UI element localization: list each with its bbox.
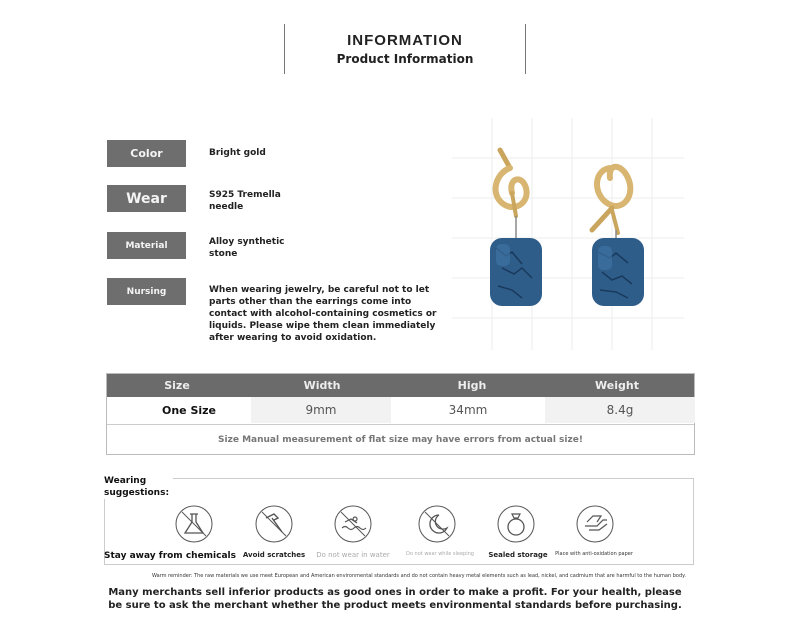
size-header-size: Size — [164, 379, 190, 392]
size-header-width: Width — [303, 379, 341, 392]
header-subtitle: Product Information — [336, 52, 474, 66]
width-value: 9mm — [251, 397, 391, 423]
warm-reminder: Warm reminder: The raw materials we use meet European and American environmental standards and do not contain heavy metal elements such as lead, nickel, and cadmium that are harmful to the human body. — [152, 573, 686, 579]
sleeping-label: Do not wear while sleeping — [406, 551, 474, 557]
nursing-value-line: When wearing jewelry, be careful not to let — [209, 285, 430, 295]
earrings-photo — [452, 118, 684, 350]
color-value — [209, 147, 266, 159]
color-value-line: Bright gold — [209, 148, 266, 158]
size-table-header — [107, 374, 694, 397]
header-title: INFORMATION — [347, 32, 463, 49]
material-value-line: Alloy synthetic — [209, 237, 285, 247]
high-value: 34mm — [391, 397, 545, 423]
size-value: One Size — [119, 397, 259, 423]
color-label: Color — [107, 140, 186, 167]
nursing-value-line: contact with alcohol-containing cosmetics or — [209, 309, 437, 319]
weight-value: 8.4g — [545, 397, 695, 423]
information-header — [284, 24, 526, 74]
moon-sleep-icon — [417, 504, 457, 544]
chemical-flask-icon — [174, 504, 214, 544]
material-value-line: stone — [209, 249, 238, 259]
size-header-high: High — [457, 379, 487, 392]
material-value — [209, 236, 285, 260]
wear-value — [209, 189, 281, 213]
size-table — [106, 373, 695, 455]
wearing-title — [104, 475, 173, 499]
size-header-weight: Weight — [595, 379, 639, 392]
bottom-notice-line-2: be sure to ask the merchant whether the product meets environmental standards before purchasing. — [108, 600, 682, 611]
right-earring — [592, 167, 644, 306]
storage-label: Sealed storage — [488, 551, 548, 559]
water-label: Do not wear in water — [316, 551, 390, 559]
nursing-value-line: after wearing to avoid oxidation. — [209, 333, 377, 343]
nursing-value-line: parts other than the earrings come into — [209, 297, 412, 307]
wear-value-line: S925 Tremella — [209, 190, 281, 200]
wear-label: Wear — [107, 185, 186, 212]
wearing-title-line: Wearing — [104, 476, 147, 486]
wearing-title-line: suggestions: — [104, 488, 170, 498]
nursing-value — [209, 284, 436, 344]
hammer-scratch-icon — [254, 504, 294, 544]
scratches-label: Avoid scratches — [242, 551, 306, 559]
size-table-row — [107, 397, 694, 423]
wipe-cloth-icon — [575, 504, 615, 544]
nursing-value-line: liquids. Please wipe them clean immediately — [209, 321, 436, 331]
no-water-icon — [333, 504, 373, 544]
material-label: Material — [107, 232, 186, 259]
bottom-notice-line-1: Many merchants sell inferior products as good ones in order to make a profit. For your health, please — [108, 587, 682, 598]
wear-value-line: needle — [209, 202, 244, 212]
chemicals-label: Stay away from chemicals — [104, 551, 236, 561]
nursing-label: Nursing — [107, 278, 186, 305]
size-note: Size Manual measurement of flat size may have errors from actual size! — [107, 424, 694, 454]
left-earring — [490, 150, 542, 306]
storage-bag-icon — [496, 504, 536, 544]
anti-oxidation-label: Place with anti-oxidation paper — [555, 551, 633, 557]
